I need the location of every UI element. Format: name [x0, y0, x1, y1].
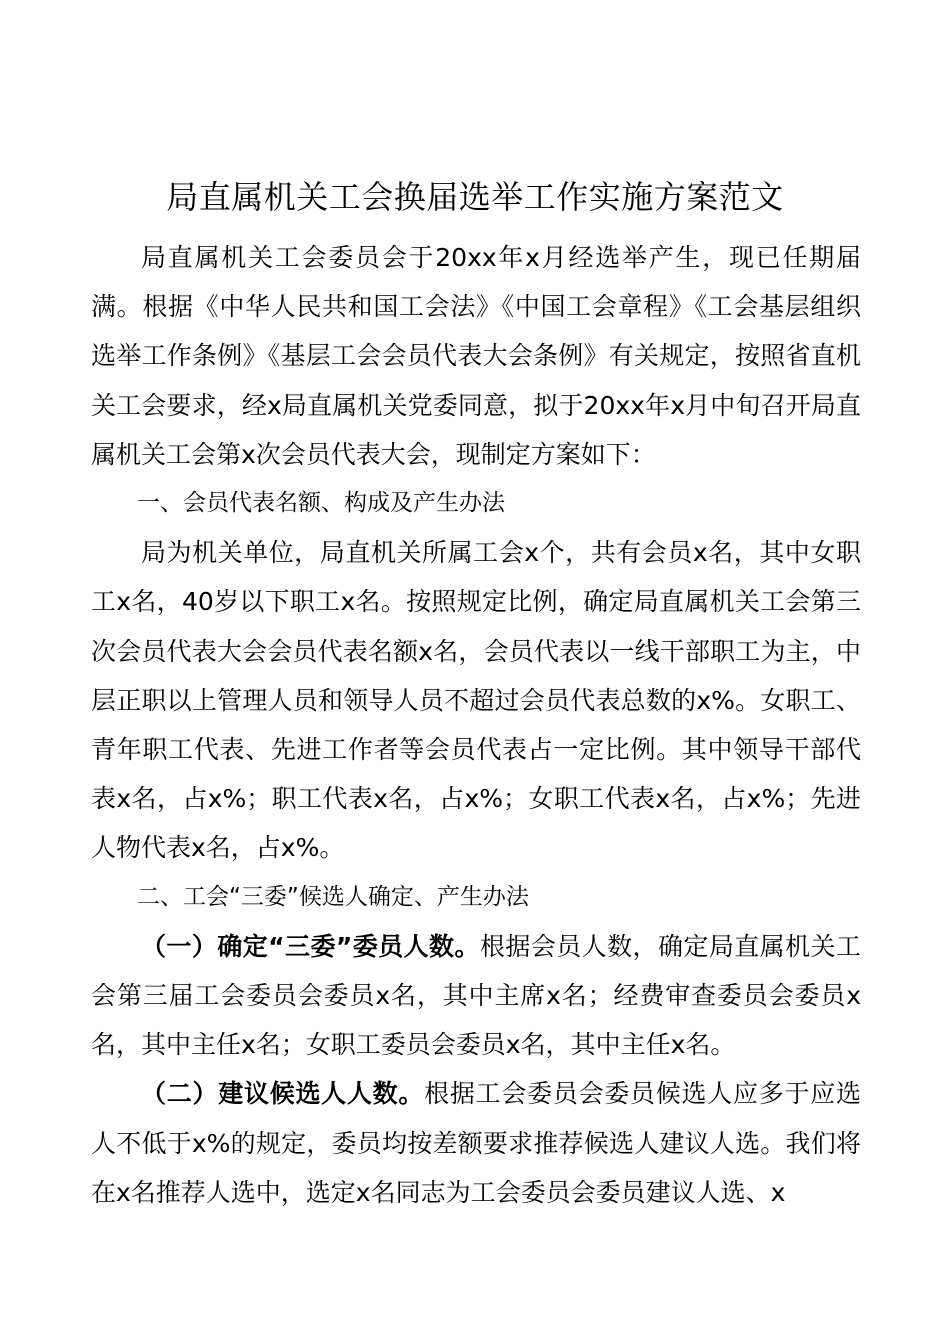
- document-title: 局直属机关工会换届选举工作实施方案范文: [166, 178, 784, 216]
- section-heading-text: 二、工会“三委”候选人确定、产生办法: [137, 883, 529, 910]
- section-heading-text: 一、会员代表名额、构成及产生办法: [137, 490, 505, 517]
- document-body: [91, 233, 861, 1217]
- paragraph-candidate-count: [91, 1069, 861, 1217]
- paragraph-text: 局为机关单位，局直机关所属工会x个，共有会员x名，其中女职工x名，40岁以下职工x名。按照规定比例，确定局直属机关工会第三次会员代表大会会员代表名额x名，会员代表以一线干部职工为主，中层正职以上管理人员和领导人员不超过会员代表总数的x%。女职工、青年职工代表、先进工作者等会员代表占一定比例。其中领导干部代表x名，占x%；职工代表x名，占x%；女职工代表x名，占x%；先进人物代表x名，占x%。: [91, 538, 861, 863]
- paragraph-lead: （一）确定“三委”委员人数。: [141, 931, 480, 961]
- paragraph-text: 局直属机关工会委员会于20xx年x月经选举产生，现已任期届满。根据《中华人民共和国工会法》《中国工会章程》《工会基层组织选举工作条例》《基层工会会员代表大会条例》有关规定，按照省直机关工会要求，经x局直属机关党委同意，拟于20xx年x月中旬召开局直属机关工会第x次会员代表大会，现制定方案如下：: [91, 243, 861, 469]
- paragraph-committee-count: [91, 922, 861, 1070]
- section-heading-1: [91, 479, 861, 528]
- paragraph-intro: [91, 233, 861, 479]
- paragraph-text: 根据会员人数，确定局直属机关工会第三届工会委员会委员x名，其中主席x名；经费审查委员会委员x名，其中主任x名；女职工委员会委员x名，其中主任x名。: [91, 931, 861, 1060]
- paragraph-text: 根据工会委员会委员候选人应多于应选人不低于x%的规定，委员均按差额要求推荐候选人建议人选。我们将在x名推荐人选中，选定x名同志为工会委员会委员建议人选、x: [91, 1079, 861, 1207]
- section-heading-2: [91, 873, 861, 922]
- paragraph-lead: （二）建议候选人人数。: [141, 1079, 425, 1109]
- paragraph-representatives: [91, 528, 861, 872]
